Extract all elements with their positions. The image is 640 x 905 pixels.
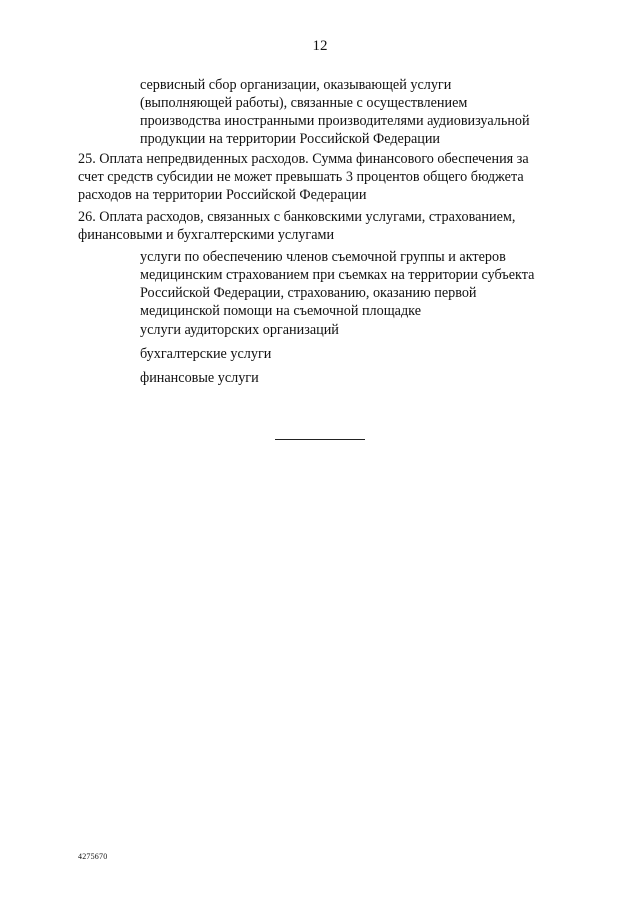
paragraph-line: (выполняющей работы), связанные с осуществлением — [140, 95, 468, 111]
paragraph-item-26 — [78, 208, 515, 244]
document-code: 4275670 — [78, 852, 108, 861]
end-separator-line — [275, 439, 365, 440]
paragraph-audit-services: услуги аудиторских организаций — [140, 322, 339, 338]
paragraph-line: услуги по обеспечению членов съемочной группы и актеров — [140, 249, 506, 265]
paragraph-item-25 — [78, 150, 529, 204]
paragraph-line: финансовыми и бухгалтерскими услугами — [78, 227, 335, 243]
paragraph-line: расходов на территории Российской Федерации — [78, 187, 367, 203]
paragraph-line: счет средств субсидии не может превышать 3 процентов общего бюджета — [78, 169, 524, 185]
paragraph-line: 26. Оплата расходов, связанных с банковскими услугами, страхованием, — [78, 209, 516, 225]
paragraph-line: медицинской помощи на съемочной площадке — [140, 303, 422, 319]
paragraph-service-fee — [140, 76, 530, 148]
paragraph-accounting-services: бухгалтерские услуги — [140, 346, 272, 362]
paragraph-line: производства иностранными производителями аудиовизуальной — [140, 113, 530, 129]
paragraph-line: медицинским страхованием при съемках на территории субъекта — [140, 267, 535, 283]
page-number: 12 — [312, 38, 328, 54]
paragraph-line: Российской Федерации, страхованию, оказанию первой — [140, 285, 477, 301]
paragraph-line: 25. Оплата непредвиденных расходов. Сумма финансового обеспечения за — [78, 151, 529, 167]
paragraph-line: сервисный сбор организации, оказывающей услуги — [140, 77, 452, 93]
paragraph-line: продукции на территории Российской Федерации — [140, 131, 441, 147]
paragraph-insurance-services — [140, 248, 534, 320]
paragraph-financial-services: финансовые услуги — [140, 370, 259, 386]
